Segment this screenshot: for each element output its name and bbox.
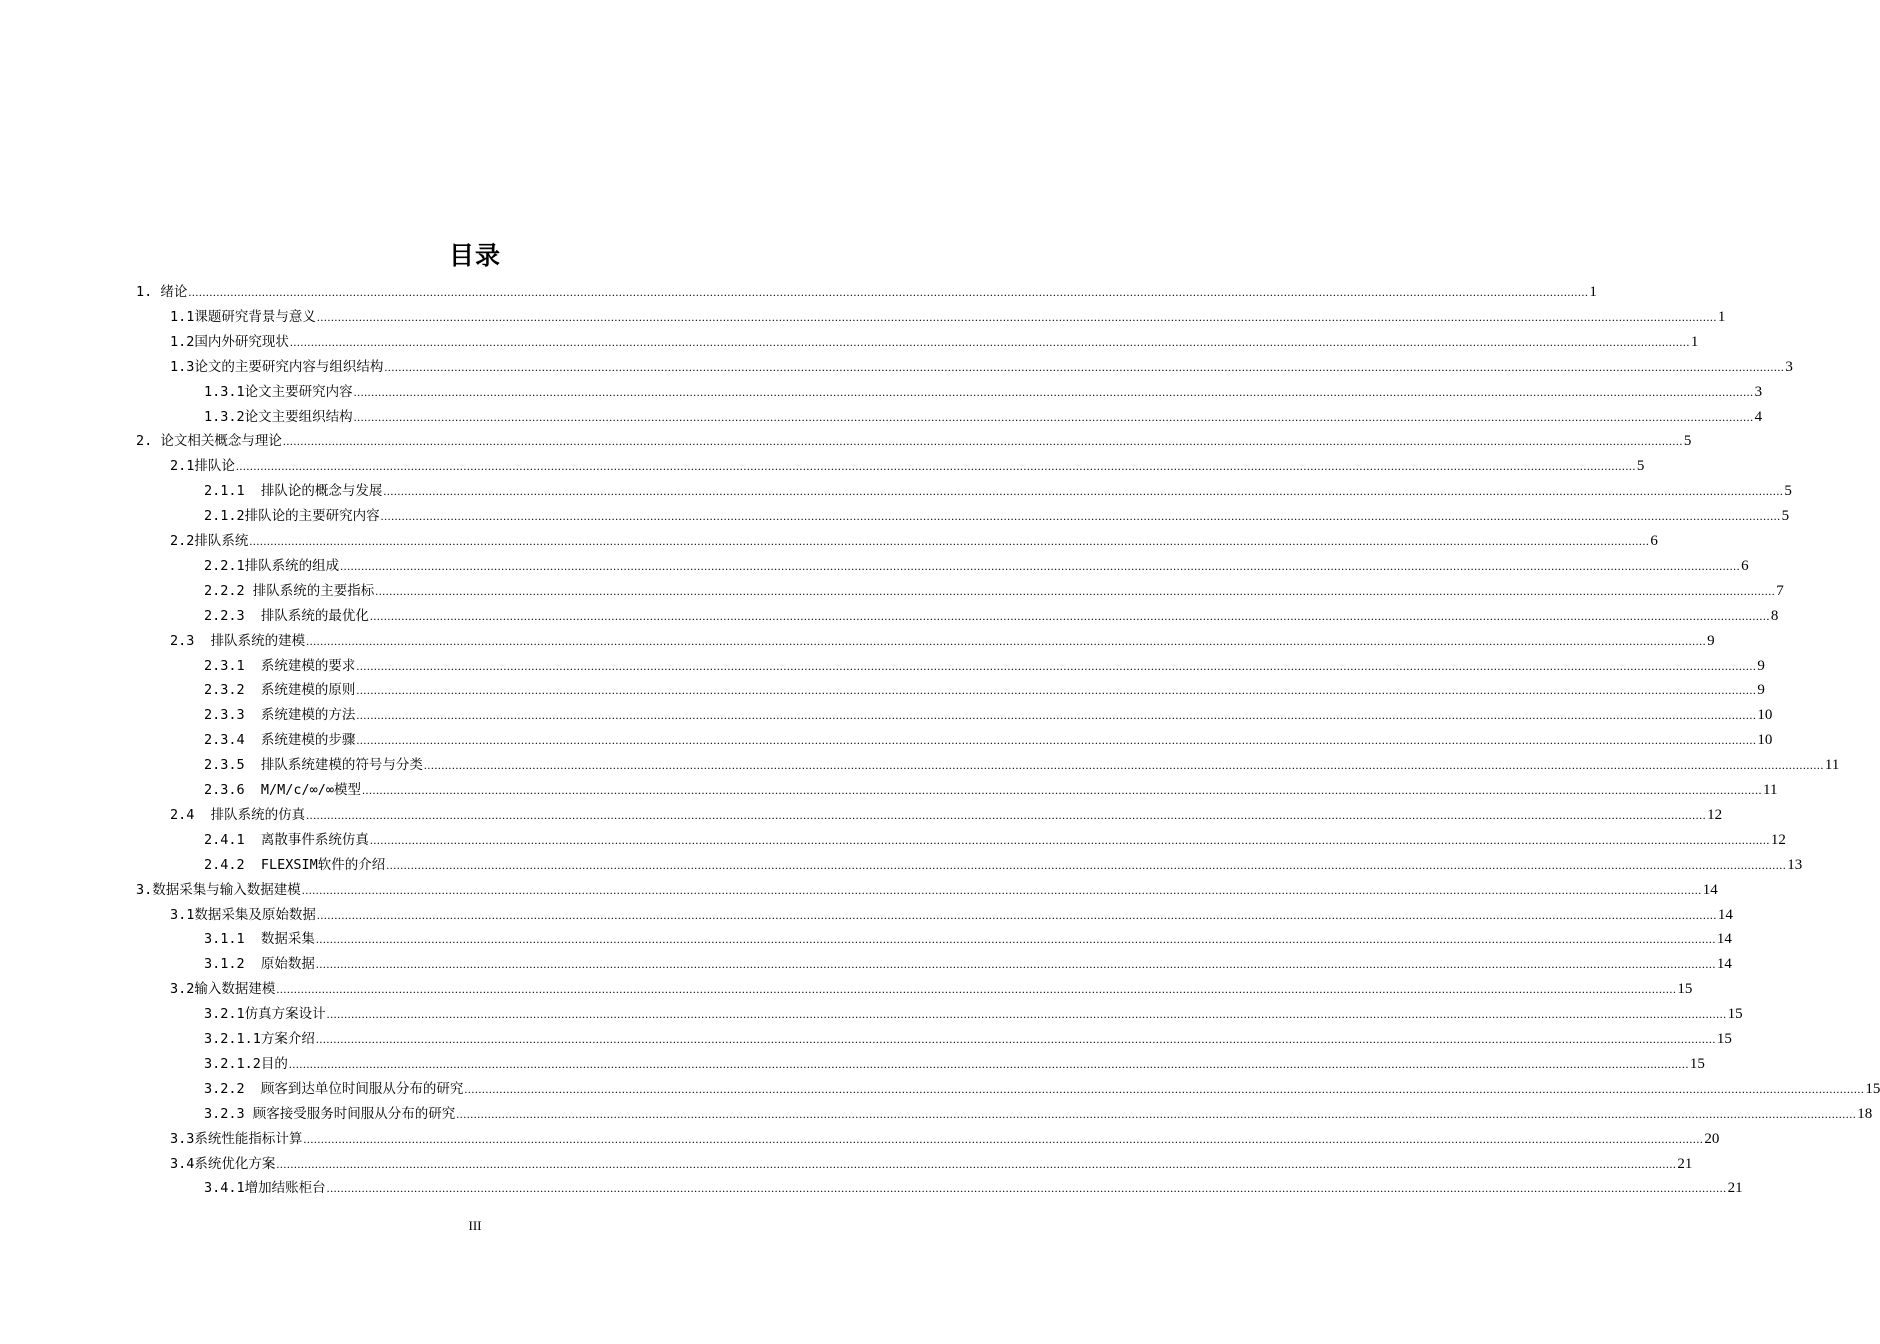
toc-dot-leader: ................................................................................................................................................................................................................................................................................................................................................................................................................ — [362, 783, 1763, 797]
toc-entry-label: 2.3 排队系统的建模 — [170, 632, 306, 649]
toc-entry-label: 1.3.1论文主要研究内容 — [204, 383, 353, 400]
toc-entry-page-number: 6 — [1741, 557, 1749, 574]
toc-entry-page-number: 1 — [1690, 333, 1699, 350]
toc-entry[interactable] — [204, 678, 1765, 703]
toc-entry[interactable] — [204, 927, 1732, 952]
toc-entry[interactable] — [170, 977, 1693, 1002]
toc-entry-label: 2. 论文相关概念与理论 — [136, 433, 282, 450]
toc-entry-label: 2.4 排队系统的仿真 — [170, 806, 306, 823]
toc-entry-label: 3.1数据采集及原始数据 — [170, 906, 316, 923]
toc-entry[interactable] — [136, 878, 1718, 903]
toc-entry[interactable] — [136, 280, 1597, 305]
toc-dot-leader: ................................................................................................................................................................................................................................................................................................................................................................................................................ — [306, 807, 1707, 822]
toc-entry-page-number: 21 — [1727, 1180, 1743, 1197]
toc-dot-leader: ................................................................................................................................................................................................................................................................................................................................................................................................................ — [353, 409, 1754, 424]
toc-entry-page-number: 5 — [1781, 508, 1790, 525]
toc-dot-leader: ................................................................................................................................................................................................................................................................................................................................................................................................................ — [353, 384, 1754, 399]
toc-entry-page-number: 21 — [1677, 1155, 1693, 1172]
toc-entry-page-number: 7 — [1776, 582, 1784, 599]
toc-dot-leader: ................................................................................................................................................................................................................................................................................................................................................................................................................ — [375, 583, 1776, 598]
toc-entry-page-number: 14 — [1716, 931, 1732, 948]
toc-entry[interactable] — [204, 1002, 1743, 1027]
toc-dot-leader: ................................................................................................................................................................................................................................................................................................................................................................................................................ — [301, 882, 1702, 897]
toc-entry[interactable] — [204, 604, 1779, 629]
toc-entry-label: 2.2.3 排队系统的最优化 — [204, 607, 369, 624]
toc-entry-label: 3.1.2 原始数据 — [204, 956, 315, 973]
toc-dot-leader: ................................................................................................................................................................................................................................................................................................................................................................................................................ — [188, 285, 1589, 299]
toc-dot-leader: ................................................................................................................................................................................................................................................................................................................................................................................................................ — [386, 857, 1787, 872]
toc-entry-page-number: 9 — [1757, 657, 1765, 674]
toc-entry-label: 2.3.6 M/M/c/∞/∞模型 — [204, 782, 362, 798]
toc-dot-leader: ................................................................................................................................................................................................................................................................................................................................................................................................................ — [289, 334, 1690, 349]
toc-entry-page-number: 10 — [1757, 707, 1773, 724]
toc-entry[interactable] — [170, 529, 1658, 554]
toc-entry-label: 1.1课题研究背景与意义 — [170, 308, 316, 325]
toc-entry-page-number: 1 — [1717, 308, 1726, 325]
toc-entry-page-number: 15 — [1716, 1031, 1732, 1047]
page-title: 目录 — [448, 241, 501, 270]
toc-entry-page-number: 15 — [1865, 1080, 1880, 1097]
toc-dot-leader: ................................................................................................................................................................................................................................................................................................................................................................................................................ — [315, 932, 1716, 947]
toc-entry-label: 3.2.2 顾客到达单位时间服从分布的研究 — [204, 1080, 464, 1097]
toc-entry-label: 2.1.1 排队论的概念与发展 — [204, 483, 383, 500]
toc-entry-page-number: 3 — [1754, 383, 1763, 400]
toc-entry[interactable] — [204, 952, 1732, 977]
toc-dot-leader: ................................................................................................................................................................................................................................................................................................................................................................................................................ — [464, 1081, 1865, 1096]
toc-entry[interactable] — [204, 728, 1773, 753]
toc-entry[interactable] — [204, 380, 1763, 405]
toc-entry[interactable] — [204, 1102, 1873, 1127]
toc-entry[interactable] — [170, 1152, 1693, 1177]
page-number-footer: III — [468, 1218, 482, 1233]
toc-entry[interactable] — [170, 803, 1723, 828]
toc-dot-leader: ................................................................................................................................................................................................................................................................................................................................................................................................................ — [369, 832, 1770, 847]
toc-entry-label: 2.3.5 排队系统建模的符号与分类 — [204, 757, 423, 774]
toc-entry-page-number: 14 — [1702, 881, 1718, 898]
toc-entry-page-number: 5 — [1784, 483, 1792, 500]
toc-entry[interactable] — [204, 703, 1773, 728]
toc-dot-leader: ................................................................................................................................................................................................................................................................................................................................................................................................................ — [315, 1032, 1716, 1046]
toc-entry-page-number: 9 — [1707, 632, 1715, 649]
toc-entry-page-number: 15 — [1727, 1006, 1743, 1023]
toc-dot-leader: ................................................................................................................................................................................................................................................................................................................................................................................................................ — [315, 957, 1716, 972]
toc-dot-leader: ................................................................................................................................................................................................................................................................................................................................................................................................................ — [356, 683, 1757, 698]
toc-entry-page-number: 1 — [1589, 284, 1597, 300]
toc-entry-label: 2.3.2 系统建模的原则 — [204, 682, 356, 699]
toc-entry-label: 3.4系统优化方案 — [170, 1155, 276, 1172]
toc-entry[interactable] — [204, 405, 1763, 430]
toc-dot-leader: ................................................................................................................................................................................................................................................................................................................................................................................................................ — [383, 484, 1784, 499]
toc-entry-page-number: 4 — [1754, 408, 1763, 425]
toc-dot-leader: ................................................................................................................................................................................................................................................................................................................................................................................................................ — [356, 708, 1757, 723]
toc-entry[interactable] — [204, 1176, 1743, 1201]
toc-entry[interactable] — [204, 579, 1784, 604]
toc-entry-page-number: 8 — [1770, 607, 1779, 624]
toc-entry-label: 3.数据采集与输入数据建模 — [136, 881, 301, 898]
toc-entry[interactable] — [204, 753, 1840, 778]
toc-entry[interactable] — [204, 828, 1786, 853]
toc-entry-label: 2.2排队系统 — [170, 533, 249, 549]
toc-dot-leader: ................................................................................................................................................................................................................................................................................................................................................................................................................ — [288, 1056, 1689, 1071]
toc-entry-page-number: 9 — [1757, 682, 1765, 699]
toc-dot-leader: ................................................................................................................................................................................................................................................................................................................................................................................................................ — [276, 982, 1677, 997]
toc-dot-leader: ................................................................................................................................................................................................................................................................................................................................................................................................................ — [276, 1156, 1677, 1171]
toc-entry-label: 3.1.1 数据采集 — [204, 931, 315, 948]
toc-dot-leader: ................................................................................................................................................................................................................................................................................................................................................................................................................ — [316, 907, 1717, 922]
toc-entry[interactable] — [204, 504, 1790, 529]
toc-dot-leader: ................................................................................................................................................................................................................................................................................................................................................................................................................ — [356, 658, 1757, 673]
toc-entry[interactable] — [170, 454, 1645, 479]
toc-entry-label: 2.4.1 离散事件系统仿真 — [204, 831, 369, 848]
toc-entry-page-number: 10 — [1757, 732, 1773, 749]
toc-entry[interactable] — [204, 1027, 1732, 1052]
toc-entry[interactable] — [204, 554, 1749, 579]
toc-entry[interactable] — [170, 305, 1726, 330]
toc-entry-label: 2.3.3 系统建模的方法 — [204, 707, 356, 724]
toc-entry-page-number: 6 — [1650, 533, 1658, 549]
toc-dot-leader: ................................................................................................................................................................................................................................................................................................................................................................................................................ — [423, 758, 1824, 773]
toc-entry-page-number: 15 — [1689, 1055, 1705, 1072]
toc-entry-label: 1. 绪论 — [136, 284, 188, 300]
toc-dot-leader: ................................................................................................................................................................................................................................................................................................................................................................................................................ — [340, 558, 1741, 573]
toc-entry-page-number: 3 — [1785, 358, 1793, 375]
toc-entry-label: 2.1.2排队论的主要研究内容 — [204, 508, 380, 525]
toc-entry-label: 2.3.4 系统建模的步骤 — [204, 732, 356, 749]
toc-entry[interactable] — [204, 778, 1778, 803]
toc-entry-page-number: 12 — [1707, 806, 1723, 823]
toc-dot-leader: ................................................................................................................................................................................................................................................................................................................................................................................................................ — [456, 1106, 1857, 1121]
toc-entry-page-number: 11 — [1824, 757, 1840, 774]
toc-entry-label: 3.2输入数据建模 — [170, 981, 276, 998]
toc-entry-label: 2.3.1 系统建模的要求 — [204, 657, 356, 674]
toc-entry[interactable] — [170, 330, 1699, 355]
toc-dot-leader: ................................................................................................................................................................................................................................................................................................................................................................................................................ — [306, 633, 1707, 648]
toc-entry[interactable] — [204, 1052, 1705, 1077]
toc-entry[interactable] — [204, 1077, 1880, 1102]
toc-entry-label: 2.4.2 FLEXSIM软件的介绍 — [204, 856, 386, 873]
toc-entry-page-number: 18 — [1857, 1105, 1873, 1122]
toc-entry-label: 1.3论文的主要研究内容与组织结构 — [170, 358, 384, 375]
toc-entry-page-number: 20 — [1704, 1130, 1720, 1147]
toc-entry-page-number: 15 — [1677, 981, 1693, 998]
toc-entry[interactable] — [170, 903, 1733, 928]
toc-entry-page-number: 12 — [1770, 831, 1786, 848]
toc-dot-leader: ................................................................................................................................................................................................................................................................................................................................................................................................................ — [282, 434, 1683, 449]
toc-entry[interactable] — [136, 429, 1692, 454]
toc-dot-leader: ................................................................................................................................................................................................................................................................................................................................................................................................................ — [356, 733, 1757, 748]
toc-dot-leader: ................................................................................................................................................................................................................................................................................................................................................................................................................ — [316, 309, 1717, 324]
toc-dot-leader: ................................................................................................................................................................................................................................................................................................................................................................................................................ — [369, 608, 1770, 623]
toc-entry-label: 2.1排队论 — [170, 458, 235, 475]
toc-entry[interactable] — [204, 654, 1765, 679]
toc-entry-label: 3.2.1仿真方案设计 — [204, 1006, 326, 1023]
toc-entry-label: 3.2.1.2目的 — [204, 1055, 288, 1072]
toc-entry[interactable] — [170, 1127, 1720, 1152]
toc-dot-leader: ................................................................................................................................................................................................................................................................................................................................................................................................................ — [326, 1007, 1727, 1022]
toc-entry-label: 2.2.1排队系统的组成 — [204, 557, 340, 574]
toc-entry-page-number: 13 — [1787, 856, 1803, 873]
toc-entry-label: 1.3.2论文主要组织结构 — [204, 408, 353, 425]
toc-entry-page-number: 5 — [1683, 433, 1692, 450]
toc-dot-leader: ................................................................................................................................................................................................................................................................................................................................................................................................................ — [303, 1131, 1704, 1146]
toc-entry-label: 3.2.3 顾客接受服务时间服从分布的研究 — [204, 1105, 456, 1122]
toc-entry-label: 1.2国内外研究现状 — [170, 333, 289, 350]
toc-entry-label: 3.2.1.1方案介绍 — [204, 1031, 315, 1047]
toc-entry-label: 2.2.2 排队系统的主要指标 — [204, 582, 375, 599]
toc-dot-leader: ................................................................................................................................................................................................................................................................................................................................................................................................................ — [249, 534, 1650, 548]
toc-dot-leader: ................................................................................................................................................................................................................................................................................................................................................................................................................ — [235, 459, 1636, 474]
toc-entry-label: 3.3系统性能指标计算 — [170, 1130, 303, 1147]
toc-entry-page-number: 14 — [1716, 956, 1732, 973]
toc-entry[interactable] — [204, 479, 1792, 504]
toc-entry-page-number: 5 — [1636, 458, 1645, 475]
toc-entry[interactable] — [170, 629, 1715, 654]
toc-dot-leader: ................................................................................................................................................................................................................................................................................................................................................................................................................ — [326, 1181, 1727, 1196]
toc-entry-page-number: 11 — [1763, 782, 1778, 798]
toc-entry[interactable] — [170, 355, 1793, 380]
toc-entry-page-number: 14 — [1717, 906, 1733, 923]
toc-entry-label: 3.4.1增加结账柜台 — [204, 1180, 326, 1197]
toc-dot-leader: ................................................................................................................................................................................................................................................................................................................................................................................................................ — [380, 509, 1781, 524]
toc-dot-leader: ................................................................................................................................................................................................................................................................................................................................................................................................................ — [384, 359, 1785, 374]
toc-entry[interactable] — [204, 853, 1803, 878]
